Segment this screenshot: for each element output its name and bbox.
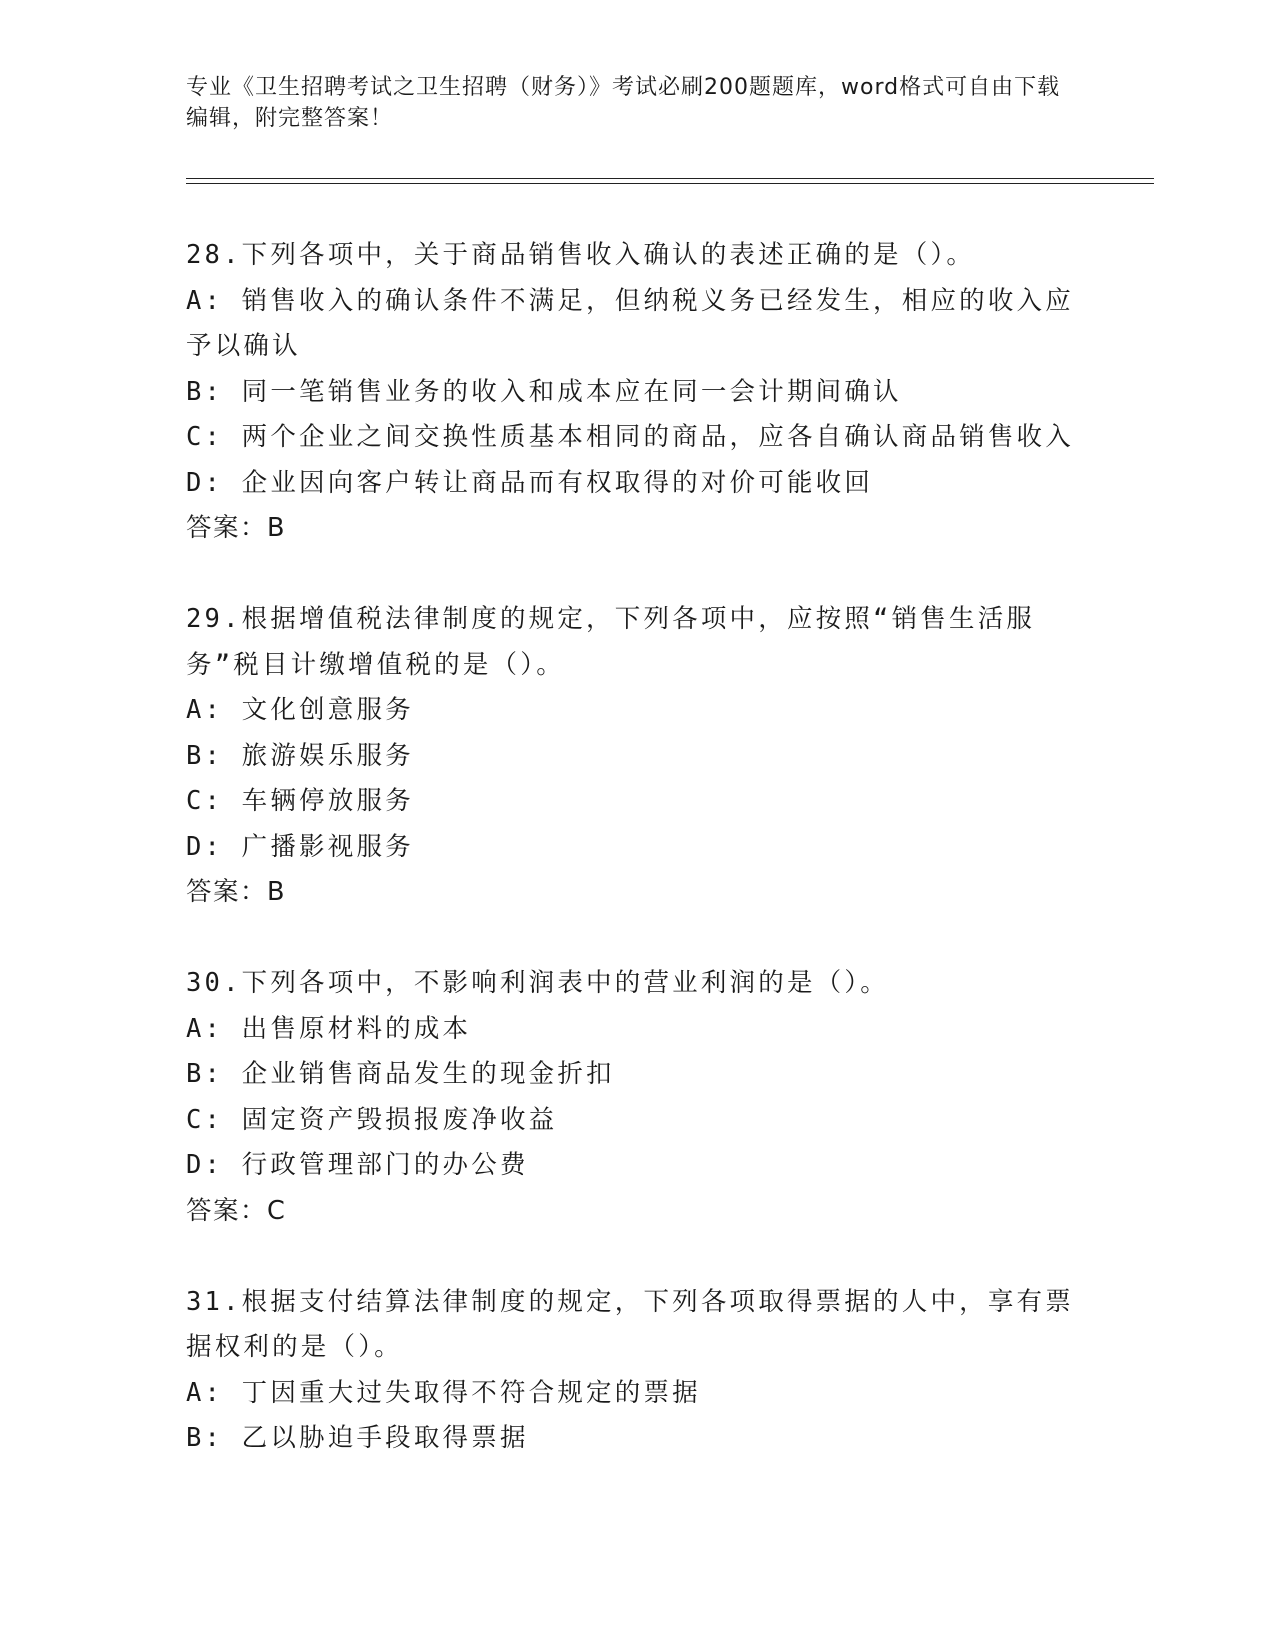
- answer-line: 答案：B: [186, 877, 286, 907]
- option-b: B: 乙以胁迫手段取得票据: [186, 1423, 529, 1453]
- option-a: A: 文化创意服务: [186, 695, 414, 725]
- document-header: 专业《卫生招聘考试之卫生招聘（财务）》考试必刷200题题库，word格式可自由下载编辑，附完整答案！: [186, 75, 1061, 131]
- question-list: [186, 233, 1086, 1507]
- option-d: D: 广播影视服务: [186, 831, 414, 862]
- option-b: B: 企业销售商品发生的现金折扣: [186, 1059, 615, 1089]
- option-d: D: 企业因向客户转让商品而有权取得的对价可能收回: [186, 467, 874, 498]
- option-c: C: 两个企业之间交换性质基本相同的商品，应各自确认商品销售收入: [186, 422, 1074, 452]
- question-stem: 30.下列各项中，不影响利润表中的营业利润的是（）。: [186, 968, 890, 998]
- option-a: A: 出售原材料的成本: [186, 1013, 472, 1044]
- option-c: C: 固定资产毁损报废净收益: [186, 1104, 558, 1135]
- question-28: [186, 233, 1086, 552]
- header-divider-top: [186, 178, 1154, 179]
- option-c: C: 车辆停放服务: [186, 786, 414, 816]
- option-b: B: 同一笔销售业务的收入和成本应在同一会计期间确认: [186, 376, 902, 407]
- option-a: A: 销售收入的确认条件不满足，但纳税义务已经发生，相应的收入应予以确认: [186, 285, 1074, 361]
- option-b: B: 旅游娱乐服务: [186, 740, 414, 771]
- answer-line: 答案：C: [186, 1195, 287, 1226]
- answer-line: 答案：B: [186, 513, 286, 543]
- option-d: D: 行政管理部门的办公费: [186, 1150, 529, 1180]
- question-stem: 28.下列各项中，关于商品销售收入确认的表述正确的是（）。: [186, 240, 976, 270]
- question-31: [186, 1280, 1086, 1462]
- question-30: [186, 961, 1086, 1234]
- question-29: [186, 597, 1086, 916]
- question-stem: 29.根据增值税法律制度的规定，下列各项中，应按照“销售生活服务”税目计缴增值税的是（）。: [186, 604, 1036, 680]
- header-divider-bottom: [186, 183, 1154, 184]
- question-stem: 31.根据支付结算法律制度的规定，下列各项取得票据的人中，享有票据权利的是（）。: [186, 1286, 1074, 1362]
- option-a: A: 丁因重大过失取得不符合规定的票据: [186, 1377, 701, 1408]
